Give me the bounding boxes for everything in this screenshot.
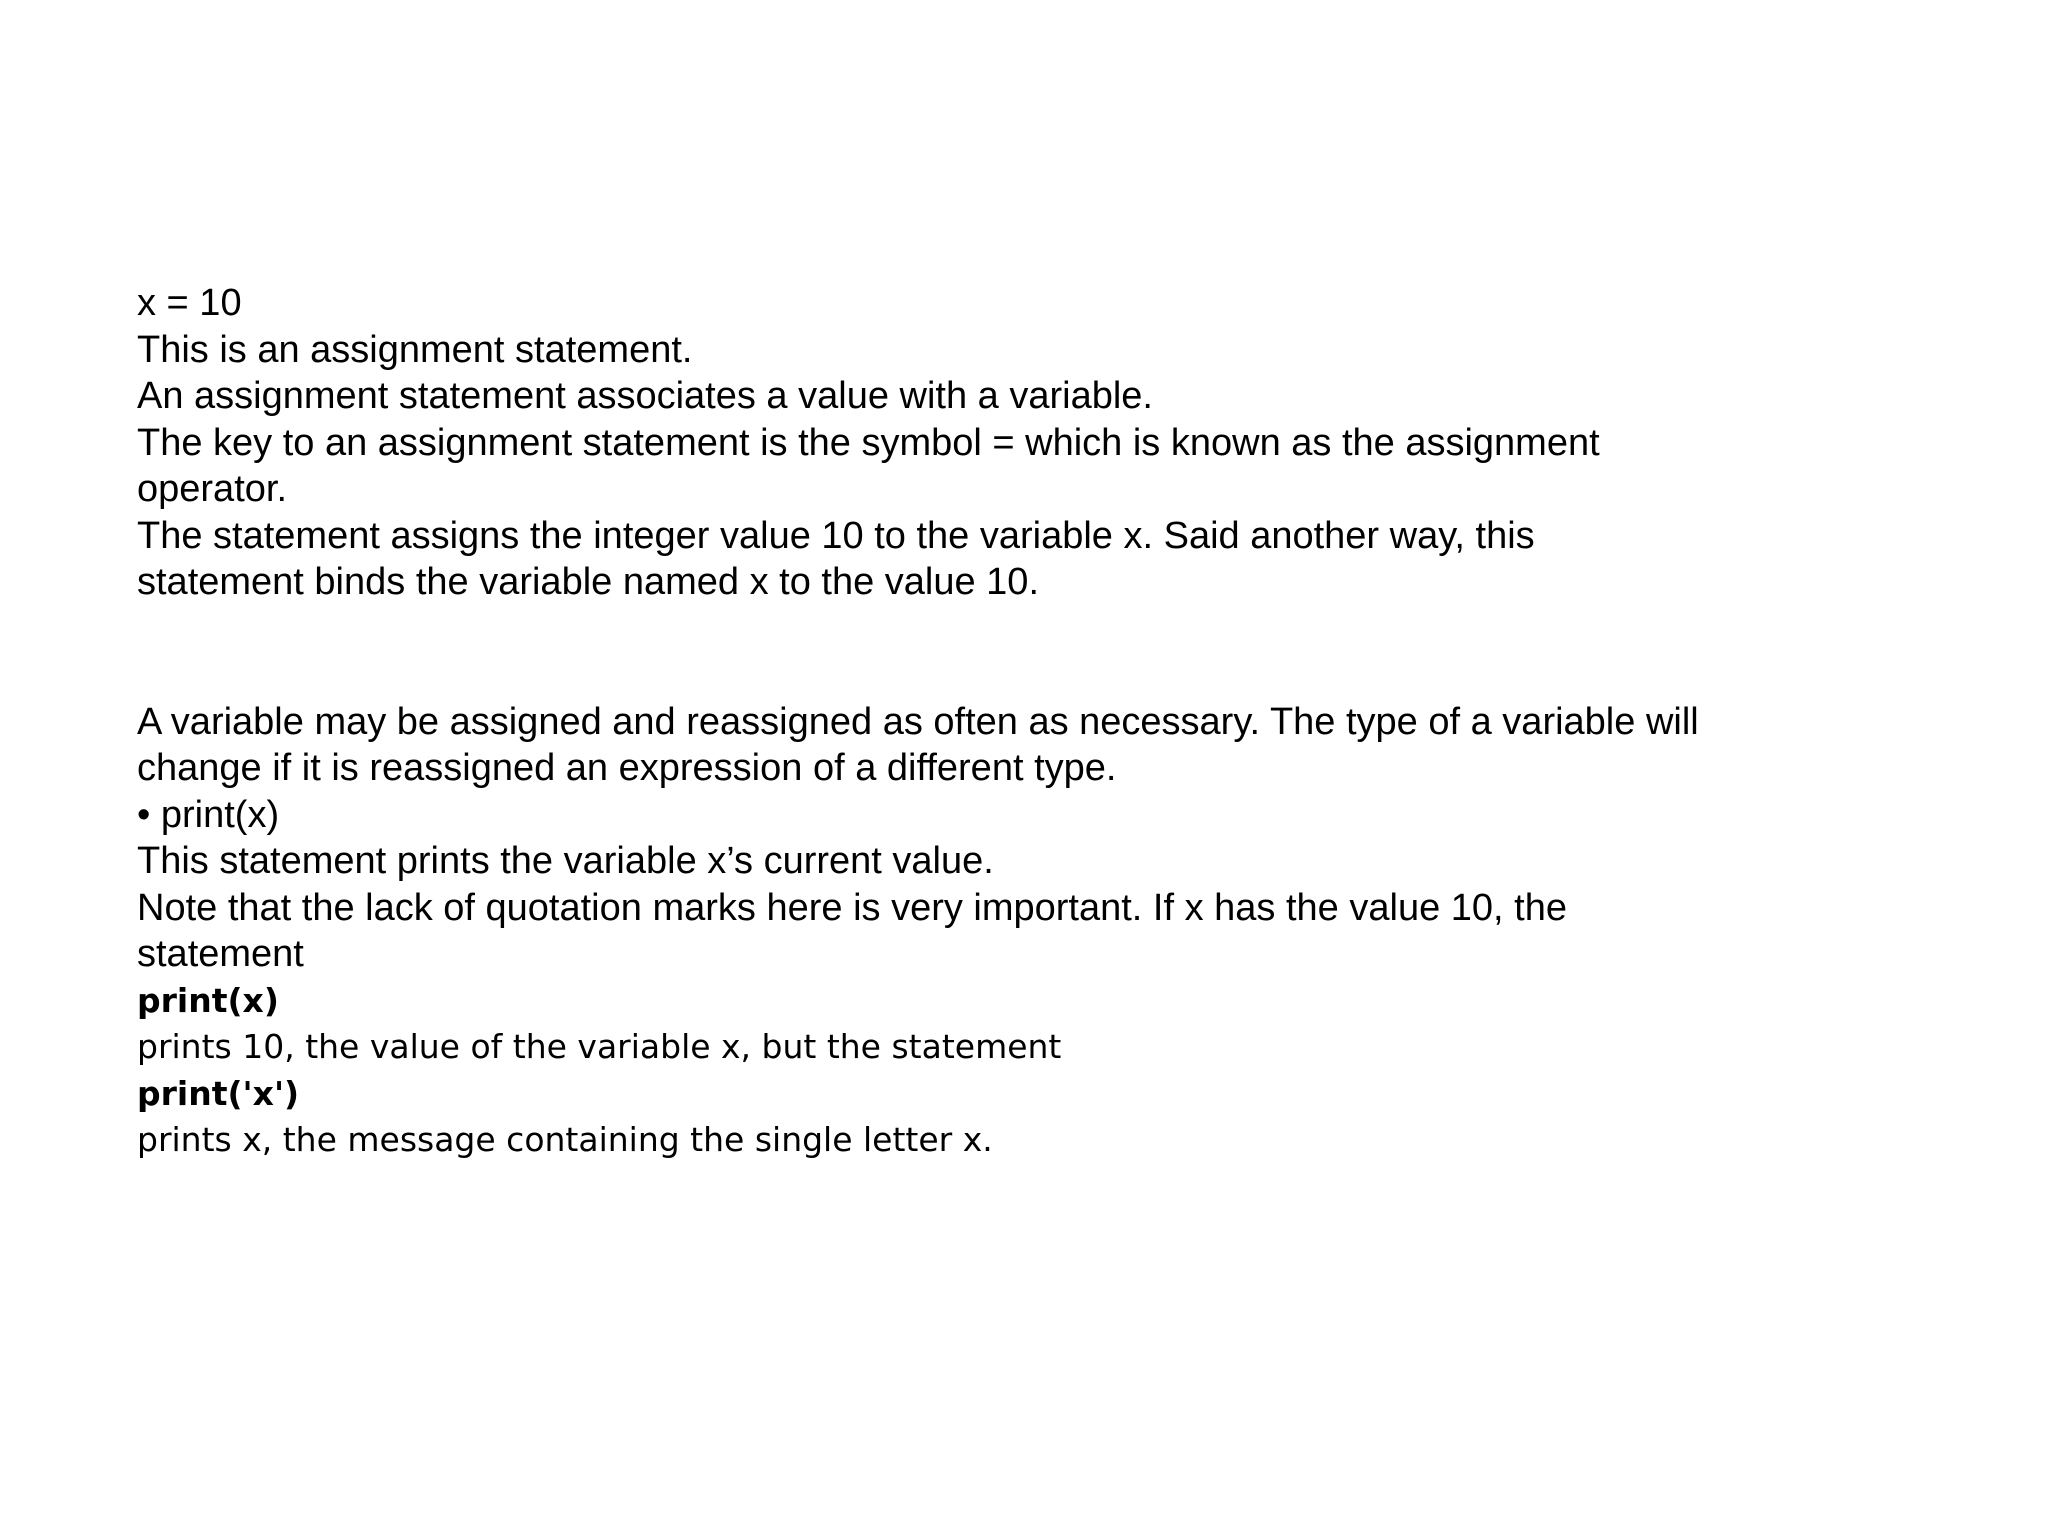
code-print-x-description: prints 10, the value of the variable x, but the statement [137,1027,1062,1066]
text-line: statement [137,933,304,975]
text-line: change if it is reassigned an expression of a different type. [137,747,1117,789]
text-line: statement binds the variable named x to the value 10. [137,561,1039,603]
text-line: This is an assignment statement. [137,328,693,371]
text-line: The statement assigns the integer value 10 to the variable x. Said another way, this [137,514,1535,557]
code-print-quoted-x-description: prints x, the message containing the single letter x. [137,1120,993,1159]
bullet-print-x: • print(x) [137,793,280,836]
code-line-x-equals-10: x = 10 [137,282,242,324]
paragraph-gap [137,606,1897,699]
slide-text-block [137,280,1897,1164]
text-line: This statement prints the variable x’s current value. [137,840,994,882]
text-line: An assignment statement associates a value with a variable. [137,375,1153,417]
code-print-quoted-x: print('x') [137,1073,300,1113]
text-line: operator. [137,468,287,510]
text-line: A variable may be assigned and reassigned as often as necessary. The type of a variable will [137,700,1699,743]
code-print-x: print(x) [137,980,279,1020]
text-line: The key to an assignment statement is the symbol = which is known as the assignment [137,421,1600,464]
text-line: Note that the lack of quotation marks here is very important. If x has the value 10, the [137,886,1567,929]
